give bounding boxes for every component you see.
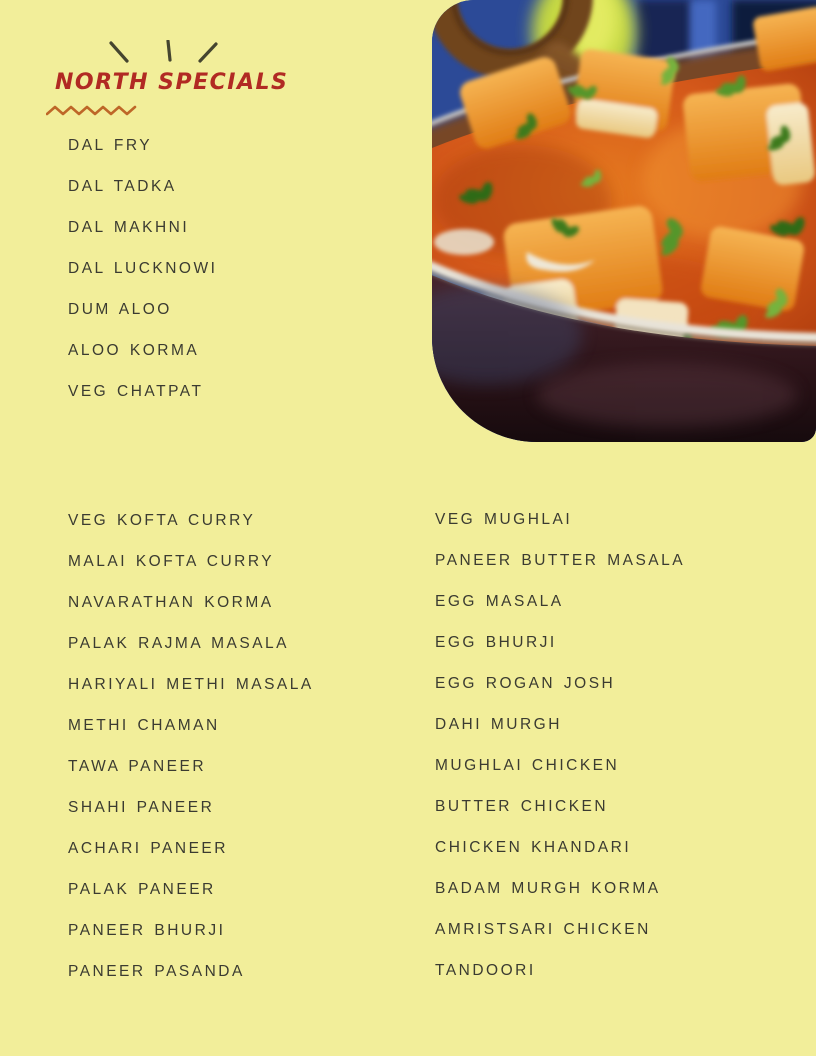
menu-list-bottom-left — [68, 500, 314, 992]
menu-item: VEG MUGHLAI — [435, 510, 573, 528]
menu-item: VEG KOFTA CURRY — [68, 511, 256, 529]
menu-item: NAVARATHAN KORMA — [68, 593, 274, 611]
menu-item: DAL FRY — [68, 136, 153, 154]
menu-item: EGG ROGAN JOSH — [435, 674, 616, 692]
menu-item: HARIYALI METHI MASALA — [68, 675, 314, 693]
menu-item: CHICKEN KHANDARI — [435, 838, 632, 856]
menu-item: SHAHI PANEER — [68, 798, 215, 816]
menu-item: TANDOORI — [435, 961, 536, 979]
menu-item: PANEER BUTTER MASALA — [435, 551, 686, 569]
menu-item: AMRISTSARI CHICKEN — [435, 920, 651, 938]
menu-item: PANEER BHURJI — [68, 921, 226, 939]
menu-item: EGG MASALA — [435, 592, 564, 610]
rays-icon — [106, 40, 221, 66]
menu-item: ALOO KORMA — [68, 341, 200, 359]
menu-item: BUTTER CHICKEN — [435, 797, 609, 815]
menu-item: VEG CHATPAT — [68, 382, 204, 400]
menu-item: DAHI MURGH — [435, 715, 562, 733]
page-title: NORTH SPECIALS — [55, 70, 289, 95]
menu-item: EGG BHURJI — [435, 633, 557, 651]
menu-item: DAL LUCKNOWI — [68, 259, 218, 277]
menu-item: ACHARI PANEER — [68, 839, 228, 857]
menu-item: DAL MAKHNI — [68, 218, 190, 236]
menu-item: METHI CHAMAN — [68, 716, 220, 734]
menu-item: PANEER PASANDA — [68, 962, 245, 980]
menu-list-bottom-right — [435, 499, 685, 991]
menu-item: DUM ALOO — [68, 300, 172, 318]
menu-item: MALAI KOFTA CURRY — [68, 552, 275, 570]
menu-item: PALAK RAJMA MASALA — [68, 634, 289, 652]
paneer-curry-karahi-photo — [432, 0, 816, 442]
menu-list-north-specials — [68, 125, 217, 412]
menu-item: TAWA PANEER — [68, 757, 207, 775]
menu-item: MUGHLAI CHICKEN — [435, 756, 620, 774]
menu-item: BADAM MURGH KORMA — [435, 879, 661, 897]
menu-item: DAL TADKA — [68, 177, 177, 195]
menu-item: PALAK PANEER — [68, 880, 216, 898]
zigzag-underline — [46, 103, 138, 117]
